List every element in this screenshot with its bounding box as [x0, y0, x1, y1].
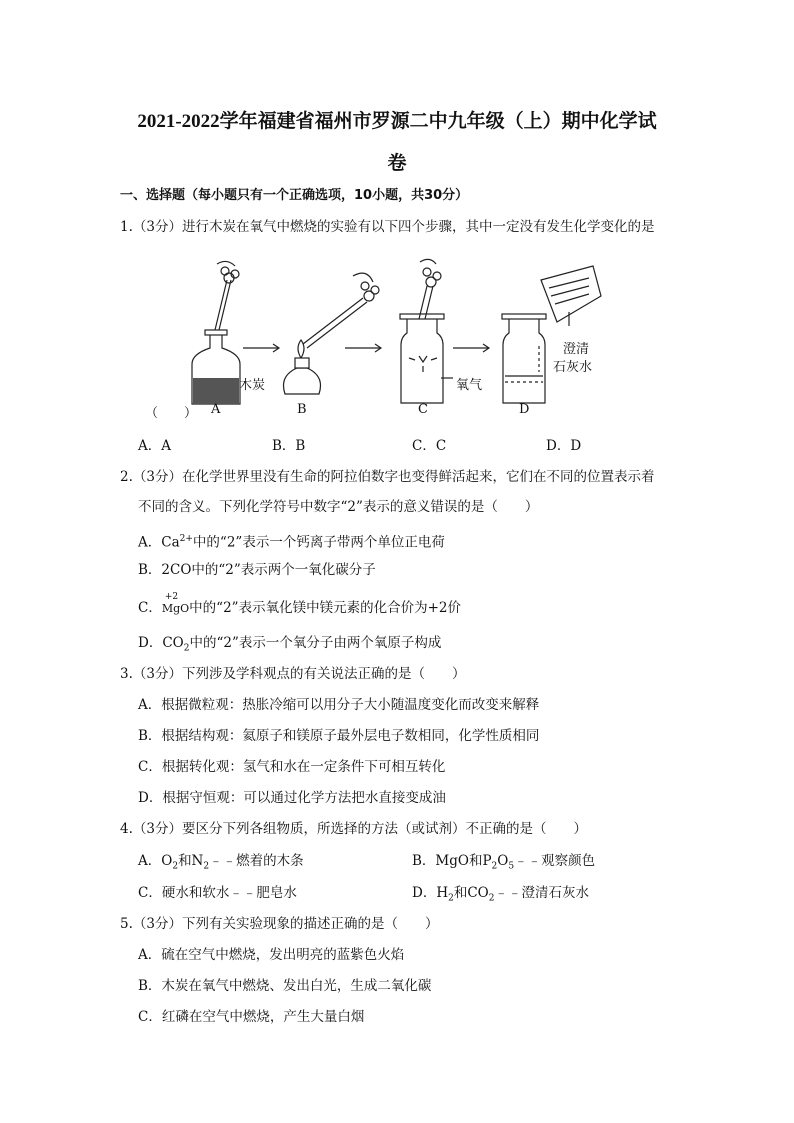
q2-option-d-prefix: D．CO [138, 635, 184, 651]
q3-stem: 3.（3分）下列涉及学科观点的有关说法正确的是（ ） [120, 666, 466, 682]
q4-option-b-p2: O [497, 853, 509, 869]
q4-option-a-p2: 和N [178, 853, 204, 869]
q4-option-d-sub2: 2 [488, 893, 495, 904]
q3-option-c[interactable]: C．根据转化观：氢气和水在一定条件下可相互转化 [138, 759, 446, 775]
q2-stem-line1: 2.（3分）在化学世界里没有生命的阿拉伯数字也变得鲜活起来，它们在不同的位置表示着 [120, 469, 655, 485]
experiment-illustration [135, 256, 615, 424]
q3-option-d[interactable]: D．根据守恒观：可以通过化学方法把水直接变成油 [138, 790, 446, 806]
beaker-d [541, 266, 601, 322]
exam-title-line2: 卷 [387, 153, 407, 174]
q4-option-a-p3: ﹣﹣燃着的木条 [209, 853, 304, 869]
q4-option-d[interactable] [412, 884, 589, 908]
q4-option-b-p3: ﹣﹣观察颜色 [514, 853, 596, 869]
label-limewater-1: 澄清 [563, 342, 590, 357]
figure-label-b: B [297, 402, 307, 417]
label-charcoal: 木炭 [239, 378, 266, 393]
figure-label-c: C [418, 402, 428, 417]
q2-option-d-sub: 2 [183, 643, 190, 654]
q5-stem: 5.（3分）下列有关实验现象的描述正确的是（ ） [120, 916, 439, 932]
q1-option-d[interactable]: D．D [546, 438, 582, 454]
q2-option-c-text: 中的“2”表示氧化镁中镁元素的化合价为+2价 [189, 600, 461, 616]
q1-stem: 1.（3分）进行木炭在氧气中燃烧的实验有以下四个步骤，其中一定没有发生化学变化的是 [120, 219, 655, 235]
q2-option-b[interactable]: B．2CO中的“2”表示两个一氧化碳分子 [138, 562, 376, 578]
q2-option-d[interactable] [138, 634, 441, 658]
q4-option-d-p3: ﹣﹣澄清石灰水 [494, 885, 589, 901]
q4-option-d-sub1: 2 [448, 893, 454, 904]
q2-stem-line2: 不同的含义。下列化学符号中数字“2”表示的意义错误的是（ ） [138, 499, 539, 515]
q3-option-a[interactable]: A．根据微粒观：热胀冷缩可以用分子大小随温度变化而改变来解释 [138, 697, 540, 713]
q2-option-c-valence: +2 [164, 592, 179, 602]
q5-option-b[interactable]: B．木炭在氧气中燃烧、发出白光，生成二氧化碳 [138, 978, 432, 994]
label-oxygen: 氧气 [456, 378, 483, 393]
q2-option-c-formula-wrap [161, 592, 190, 618]
q4-stem: 4.（3分）要区分下列各组物质，所选择的方法（或试剂）不正确的是（ ） [120, 821, 587, 837]
q2-option-c[interactable] [138, 592, 461, 618]
q2-option-a-text: 中的“2”表示一个钙离子带两个单位正电荷 [192, 534, 445, 551]
q4-option-b-sub1: 2 [491, 861, 498, 872]
q1-option-b[interactable]: B．B [272, 438, 306, 454]
q3-option-b[interactable]: B．根据结构观：氦原子和镁原子最外层电子数相同，化学性质相同 [138, 728, 540, 744]
q4-option-a[interactable] [138, 852, 304, 876]
q2-option-a-charge: 2+ [179, 534, 193, 544]
exam-title-line1: 2021-2022学年福建省福州市罗源二中九年级（上）期中化学试 [137, 111, 657, 132]
q4-option-a-p1: A．O [138, 853, 173, 869]
q4-option-b[interactable] [412, 852, 595, 876]
lamp-b [284, 368, 321, 394]
label-limewater-2: 石灰水 [553, 360, 593, 375]
q1-answer-paren: （ ） [145, 406, 198, 421]
q2-option-c-formula: MgO [161, 602, 190, 615]
q2-option-d-text: 中的“2”表示一个氧分子由两个氧原子构成 [189, 635, 442, 651]
figure-label-a: A [211, 402, 221, 417]
q4-option-a-sub1: 2 [172, 861, 179, 872]
q1-experiment-figure [135, 256, 615, 424]
q4-option-d-p1: D．H [412, 885, 449, 901]
figure-label-d: D [519, 402, 530, 417]
q4-option-b-sub2: 5 [508, 861, 515, 872]
section-heading: 一、选择题（每小题只有一个正确选项，10小题，共30分） [120, 188, 469, 203]
q4-option-b-p1: B．MgO和P [412, 853, 492, 869]
q5-option-c[interactable]: C．红磷在空气中燃烧，产生大量白烟 [138, 1009, 365, 1025]
q2-option-a-prefix: A．Ca [138, 534, 180, 551]
q4-option-a-sub2: 2 [203, 861, 210, 872]
q4-option-d-p2: 和CO [453, 885, 489, 901]
q1-option-a[interactable]: A．A [138, 438, 171, 454]
q2-option-a[interactable] [138, 530, 445, 552]
q4-option-c[interactable]: C．硬水和软水﹣﹣肥皂水 [138, 885, 297, 901]
q5-option-a[interactable]: A．硫在空气中燃烧，发出明亮的蓝紫色火焰 [138, 947, 405, 963]
q2-option-c-prefix: C． [138, 600, 162, 616]
q1-option-c[interactable]: C．C [412, 438, 447, 454]
